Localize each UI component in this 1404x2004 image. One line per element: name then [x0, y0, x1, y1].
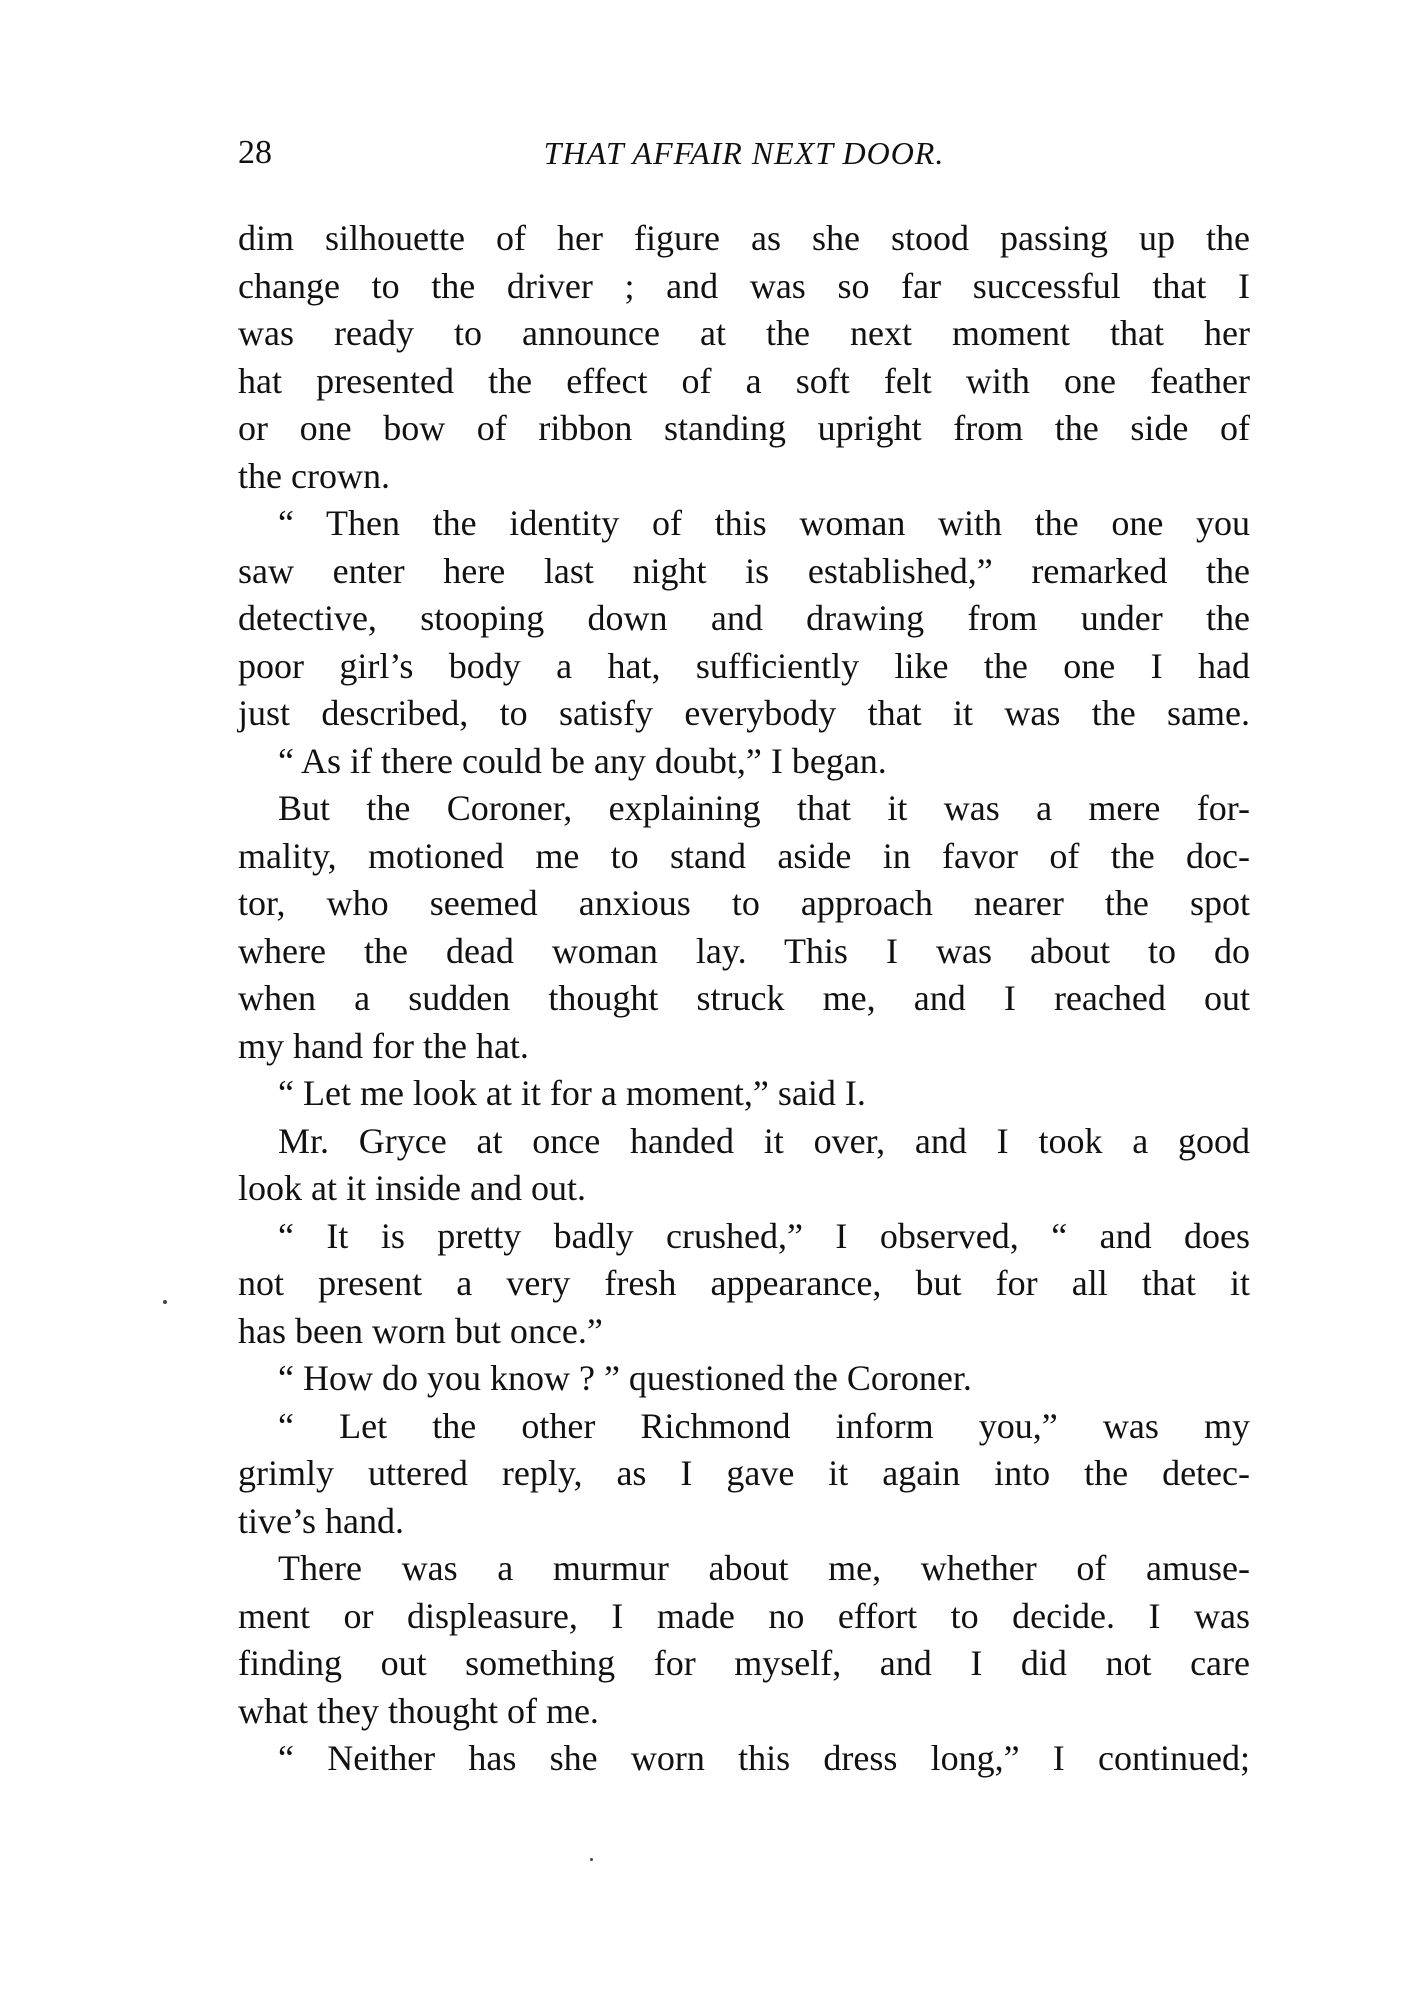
text-line: There was a murmur about me, whether of amuse- — [278, 1548, 1250, 1588]
text-line: the crown. — [238, 455, 390, 496]
text-line: “ Let the other Richmond inform you,” was my — [278, 1405, 1250, 1446]
page-header — [238, 128, 1250, 178]
text-line: “ As if there could be any doubt,” I began. — [278, 740, 887, 781]
text-line: poor girl’s body a hat, sufficiently like the one I had — [238, 645, 1250, 686]
text-line: look at it inside and out. — [238, 1168, 586, 1208]
text-line: tive’s hand. — [238, 1500, 404, 1541]
text-line: has been worn but once.” — [238, 1310, 603, 1351]
text-line: Mr. Gryce at once handed it over, and I took a good — [278, 1120, 1250, 1161]
print-speck — [590, 1858, 593, 1861]
text-line: my hand for the hat. — [238, 1025, 529, 1066]
text-line: But the Coroner, explaining that it was a mere for- — [278, 788, 1250, 828]
text-line: what they thought of me. — [238, 1690, 599, 1731]
text-line: not present a very fresh appearance, but for all that it — [238, 1263, 1250, 1303]
text-line: dim silhouette of her figure as she stood passing up the — [238, 218, 1250, 258]
text-line: ment or displeasure, I made no effort to decide. I was — [238, 1595, 1250, 1636]
text-line: “ Then the identity of this woman with the one you — [278, 503, 1250, 543]
text-line: when a sudden thought struck me, and I reached out — [238, 978, 1250, 1018]
text-line: tor, who seemed anxious to approach nearer the spot — [238, 883, 1250, 923]
running-title: THAT AFFAIR NEXT DOOR. — [543, 135, 945, 171]
body-text — [238, 215, 1250, 1783]
text-line: hat presented the effect of a soft felt with one feather — [238, 360, 1250, 401]
text-line: mality, motioned me to stand aside in favor of the doc- — [238, 835, 1250, 876]
text-line: “ Let me look at it for a moment,” said I. — [278, 1073, 866, 1113]
text-line: detective, stooping down and drawing from under the — [238, 598, 1250, 638]
print-speck — [163, 1300, 167, 1304]
text-line: “ Neither has she worn this dress long,” I continued; — [278, 1738, 1250, 1778]
text-line: “ How do you know ? ” questioned the Coroner. — [278, 1358, 972, 1398]
text-line: grimly uttered reply, as I gave it again into the detec- — [238, 1453, 1250, 1493]
text-line: change to the driver ; and was so far successful that I — [238, 265, 1250, 306]
text-line: was ready to announce at the next moment that her — [238, 313, 1250, 353]
text-line: finding out something for myself, and I did not care — [238, 1643, 1250, 1683]
text-line: saw enter here last night is established,” remarked the — [238, 550, 1250, 591]
text-line: where the dead woman lay. This I was about to do — [238, 930, 1250, 971]
page-number: 28 — [238, 134, 272, 171]
text-line: or one bow of ribbon standing upright from the side of — [238, 408, 1250, 448]
text-line: just described, to satisfy everybody that it was the same. — [238, 693, 1250, 733]
text-line: “ It is pretty badly crushed,” I observed, “ and does — [278, 1215, 1250, 1256]
